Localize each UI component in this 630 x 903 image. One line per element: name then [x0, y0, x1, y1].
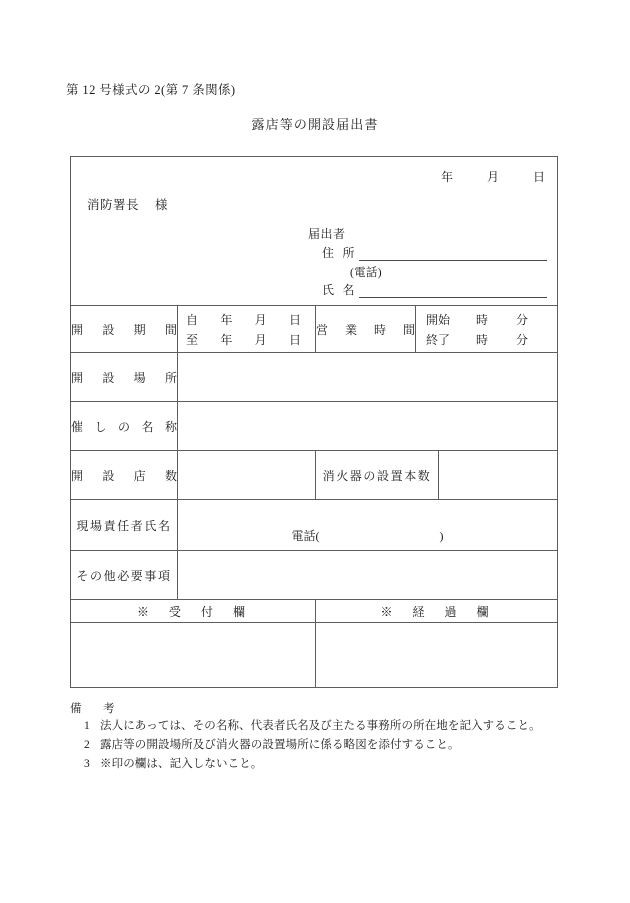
hours-value-cell[interactable]: [416, 306, 558, 353]
remark-number: 3: [84, 758, 90, 771]
notification-form-table: [70, 156, 558, 688]
submitter-address-row: [322, 244, 547, 261]
period-to-year: 年: [220, 332, 233, 347]
period-from-day: 日: [288, 312, 301, 327]
table-row-place: [71, 353, 558, 402]
reception-column-header: ※ 受 付 欄: [71, 600, 316, 623]
table-row-responsible: [71, 500, 558, 551]
table-row-notice: [71, 157, 558, 306]
period-to-mark: 至: [186, 332, 199, 347]
remark-text: ※印の欄は、記入しないこと。: [100, 758, 263, 771]
responsible-phone: [178, 527, 557, 544]
other-matters-value-cell[interactable]: [178, 551, 558, 600]
hours-end-minute: 分: [516, 332, 529, 347]
period-value-cell[interactable]: [178, 306, 316, 353]
responsible-phone-open: 電話(: [291, 529, 320, 543]
responsible-phone-close: ): [439, 529, 444, 543]
period-label-cell: [71, 306, 178, 353]
period-to-month: 月: [254, 332, 267, 347]
event-name-label: 催 し の 名 称: [71, 419, 177, 434]
store-count-label-cell: [71, 451, 178, 500]
other-matters-label-cell: [71, 551, 178, 600]
period-to-line: [186, 331, 307, 348]
remark-text: 露店等の開設場所及び消火器の設置場所に係る略図を添付すること。: [100, 739, 460, 752]
submitter-block: [308, 225, 547, 299]
date-line: [441, 168, 545, 185]
hours-start-key: 開始: [426, 312, 451, 327]
addressee: [87, 195, 168, 213]
table-row-store-count: [71, 451, 558, 500]
form-number: 第 12 号様式の 2(第 7 条関係): [66, 83, 236, 97]
responsible-value-cell[interactable]: [178, 500, 558, 551]
date-day-label: 日: [533, 170, 546, 184]
remark-item: [70, 738, 570, 754]
period-to-day: 日: [288, 332, 301, 347]
period-from-month: 月: [254, 312, 267, 327]
table-row-official-headers: [71, 600, 558, 623]
date-year-label: 年: [441, 170, 454, 184]
hours-label: 営 業 時 間: [316, 322, 415, 337]
hours-start-line: [426, 311, 547, 328]
document-title: 露店等の開設届出書: [251, 117, 379, 132]
event-name-value-cell[interactable]: [178, 402, 558, 451]
table-row-event-name: [71, 402, 558, 451]
place-value-cell[interactable]: [178, 353, 558, 402]
reception-column-body[interactable]: [71, 623, 316, 688]
address-label: 住 所: [322, 246, 356, 260]
remark-text: 法人にあっては、その名称、代表者氏名及び主たる事務所の所在地を記入すること。: [100, 720, 541, 732]
addressee-label: 消防署長: [87, 198, 140, 212]
hours-start-hour: 時: [476, 312, 489, 327]
date-month-label: 月: [487, 170, 500, 184]
submitter-name-row: [322, 281, 547, 298]
extinguisher-count-label-cell: [316, 451, 439, 500]
remark-item: [70, 719, 570, 735]
progress-column-header: ※ 経 過 欄: [316, 600, 558, 623]
table-row-official-bodies: [71, 623, 558, 688]
name-input-rule[interactable]: [359, 283, 547, 298]
extinguisher-count-label: 消火器の設置本数: [322, 468, 432, 483]
remark-number: 1: [84, 720, 90, 732]
address-input-rule[interactable]: [359, 246, 547, 261]
period-from-mark: 自: [186, 312, 199, 327]
period-from-year: 年: [220, 312, 233, 327]
period-from-line: [186, 311, 307, 328]
responsible-label: 現場責任者氏名: [76, 518, 172, 533]
event-name-label-cell: [71, 402, 178, 451]
name-label: 氏 名: [322, 283, 356, 297]
submitter-label: 届出者: [308, 227, 346, 241]
notice-cell: [71, 157, 558, 306]
remarks-section: [70, 700, 570, 776]
remark-item: [70, 757, 570, 773]
hours-end-hour: 時: [476, 332, 489, 347]
submitter-phone-label: (電話): [350, 267, 382, 279]
store-count-value-cell[interactable]: [178, 451, 316, 500]
table-row-period: [71, 306, 558, 353]
hours-end-line: [426, 331, 547, 348]
remarks-title: 備 考: [70, 703, 120, 715]
progress-column-body[interactable]: [316, 623, 558, 688]
store-count-label: 開 設 店 数: [71, 468, 177, 483]
other-matters-label: その他必要事項: [76, 568, 172, 583]
period-label: 開 設 期 間: [71, 322, 177, 337]
addressee-honorific: 様: [155, 198, 169, 212]
remark-number: 2: [84, 739, 90, 752]
responsible-label-cell: [71, 500, 178, 551]
place-label: 開 設 場 所: [71, 370, 177, 385]
extinguisher-count-value-cell[interactable]: [439, 451, 558, 500]
hours-label-cell: [316, 306, 416, 353]
table-row-other-matters: [71, 551, 558, 600]
hours-start-minute: 分: [516, 312, 529, 327]
hours-end-key: 終了: [426, 332, 451, 347]
place-label-cell: [71, 353, 178, 402]
